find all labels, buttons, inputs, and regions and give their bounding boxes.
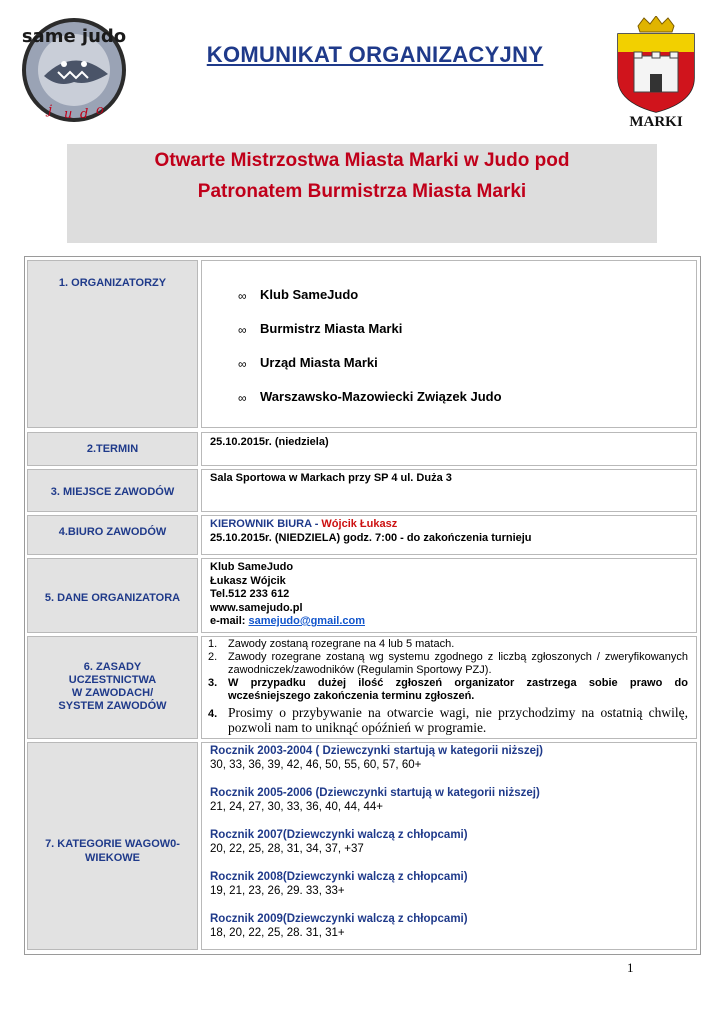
banner-line-2: Patronatem Burmistrza Miasta Marki [197,181,527,202]
category-group: Rocznik 2003-2004 ( Dziewczynki startują w kategorii niższej) 30, 33, 36, 39, 42, 46, 50, 55, 60, 57, 60+ [210,745,543,771]
label-organizer-data: 5. DANE ORGANIZATORA [27,558,198,633]
label-organizers: 1. ORGANIZATORZY [27,260,198,428]
email-link[interactable]: samejudo@gmail.com [248,615,365,627]
label-categories: 7. KATEGORIE WAGOW0- WIEKOWE [27,742,198,950]
event-banner [67,144,657,243]
office-value: KIEROWNIK BIURA - Wójcik Łukasz 25.10.2015r. (NIEDZIELA) godz. 7:00 - do zakończenia turnieju [201,515,697,555]
infinity-bullet-icon: ∞ [238,323,247,337]
website-link[interactable]: www.samejudo.pl [210,601,303,614]
row-organizers [27,260,697,428]
infinity-bullet-icon: ∞ [238,391,247,405]
info-table [24,256,701,955]
categories-list [201,742,697,950]
infinity-bullet-icon: ∞ [238,289,247,303]
page-number: 1 [627,960,634,975]
row-term [27,432,697,466]
rules-list [201,636,697,739]
label-term: 2.TERMIN [27,432,198,466]
rule-item: 2. Zawody rozegrane zostaną wg systemu zgodnego z liczbą zgłoszonych / zweryfikowanych zawodniczek/zawodników (Regulamin Sportowy PZJ). [208,651,688,676]
marki-coat-of-arms [606,16,706,128]
row-venue [27,469,697,512]
logo-text-marki: MARKI [629,114,683,128]
organizer-item: ∞ Klub SameJudo [238,287,359,303]
category-group: Rocznik 2007(Dziewczynki walczą z chłopcami) 20, 22, 25, 28, 31, 34, 37, +37 [210,829,468,855]
label-rules: 6. ZASADY UCZESTNICTWA W ZAWODACH/ SYSTEM ZAWODÓW [27,636,198,739]
row-rules [27,636,697,739]
organizers-list [201,260,697,428]
row-organizer-data [27,558,697,633]
organizer-item: ∞ Burmistrz Miasta Marki [238,321,403,337]
category-group: Rocznik 2005-2006 (Dziewczynki startują w kategorii niższej) 21, 24, 27, 30, 33, 36, 40, 44, 44+ [210,787,540,813]
samejudo-logo [18,16,130,128]
logo-text-same: same judo [21,26,127,47]
row-office [27,515,697,555]
label-venue: 3. MIEJSCE ZAWODÓW [27,469,198,512]
category-group: Rocznik 2008(Dziewczynki walczą z chłopcami) 19, 21, 23, 26, 29. 33, 33+ [210,871,468,897]
svg-text:o: o [96,103,104,118]
organizer-item: ∞ Warszawsko-Mazowiecki Związek Judo [238,389,502,405]
organizer-data-value: Klub SameJudo Łukasz Wójcik Tel.512 233 612 www.samejudo.pl e-mail: samejudo@gmail.com [201,558,697,633]
organizer-item: ∞ Urząd Miasta Marki [238,355,378,371]
page-title: KOMUNIKAT ORGANIZACYJNY [206,42,544,67]
venue-value: Sala Sportowa w Markach przy SP 4 ul. Duża 3 [201,469,697,512]
banner-line-1: Otwarte Mistrzostwa Miasta Marki w Judo pod [154,150,570,171]
category-group: Rocznik 2009(Dziewczynki walczą z chłopcami) 18, 20, 22, 25, 28. 31, 31+ [210,913,468,939]
infinity-bullet-icon: ∞ [238,357,247,371]
rule-item: 4. Prosimy o przybywanie na otwarcie wagi, nie przychodzimy na ostatnią chwilę, pozwoli nam to uniknąć opóźnień w programie. [208,705,688,735]
office-head-name: Wójcik Łukasz [321,518,398,530]
rule-item: 1. Zawody zostaną rozegrane na 4 lub 5 matach. [208,638,455,650]
svg-text:u: u [64,107,73,122]
svg-text:j: j [48,103,53,118]
label-office: 4.BIURO ZAWODÓW [27,515,198,555]
rule-item: 3. W przypadku dużej ilość zgłoszeń organizator zastrzega sobie prawo do wcześniejszego zakończenia terminu zgłoszeń. [208,677,688,702]
row-categories [27,742,697,950]
svg-text:d: d [80,107,89,122]
term-value: 25.10.2015r. (niedziela) [201,432,697,466]
